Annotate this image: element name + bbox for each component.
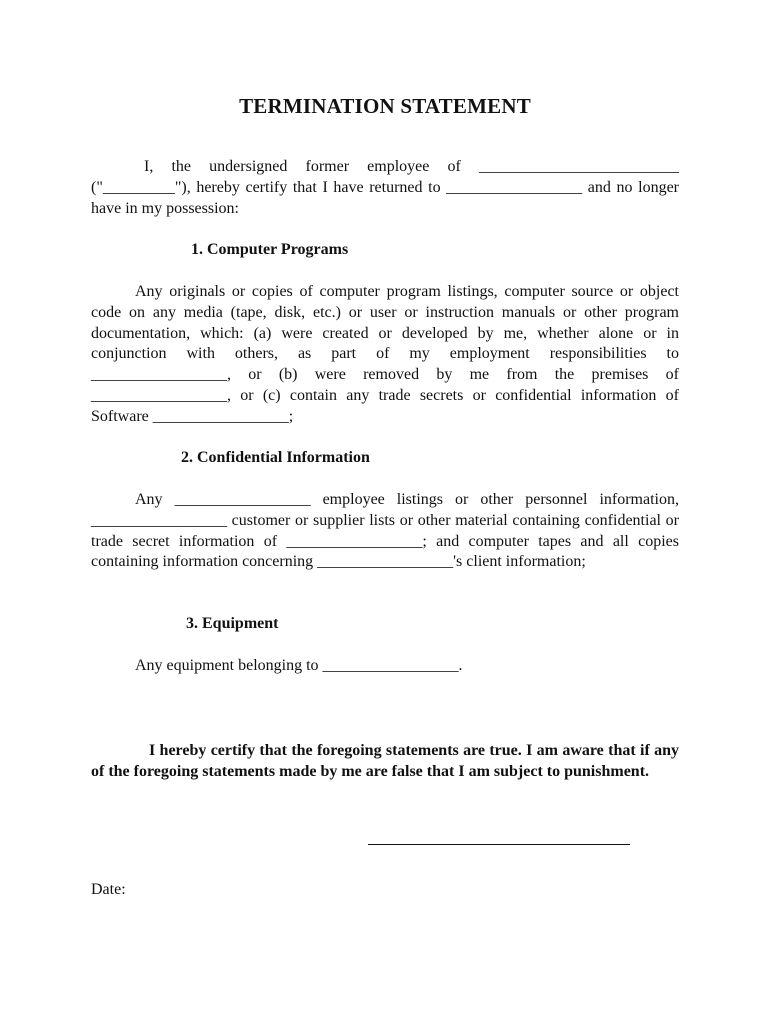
section-heading-confidential-information: 2. Confidential Information bbox=[181, 449, 370, 466]
section-heading-equipment: 3. Equipment bbox=[186, 615, 279, 632]
signature-line bbox=[368, 844, 630, 845]
section-body-computer-programs: Any originals or copies of computer program listings, computer source or object code on any media (tape, disk, etc.) or user or instruction manuals or other program documentation, which: (a) were created or developed by me, whether alone or in conjunction with others, as part of my employment responsibilities to _________________, or (b) were removed by me from the premises of _________________, or (c) contain any trade secrets or confidential information of Software _________________; bbox=[91, 283, 679, 425]
date-label: Date: bbox=[91, 881, 126, 898]
section-body-confidential-information: Any _________________ employee listings or other personnel information, _________________ customer or supplier lists or other material containing confidential or trade secret information of _________________; and computer tapes and all copies containing information concerning _________________'s client information; bbox=[91, 491, 679, 571]
section-body-equipment: Any equipment belonging to _________________. bbox=[135, 657, 463, 674]
document-title: TERMINATION STATEMENT bbox=[239, 94, 531, 118]
certification-statement: I hereby certify that the foregoing statements are true. I am aware that if any of the foregoing statements made by me are false that I am subject to punishment. bbox=[91, 742, 679, 780]
intro-paragraph: I, the undersigned former employee of _________________________ ("_________"), hereby certify that I have returned to _________________ and no longer have in my possession: bbox=[91, 158, 679, 217]
section-heading-computer-programs: 1. Computer Programs bbox=[191, 241, 349, 258]
